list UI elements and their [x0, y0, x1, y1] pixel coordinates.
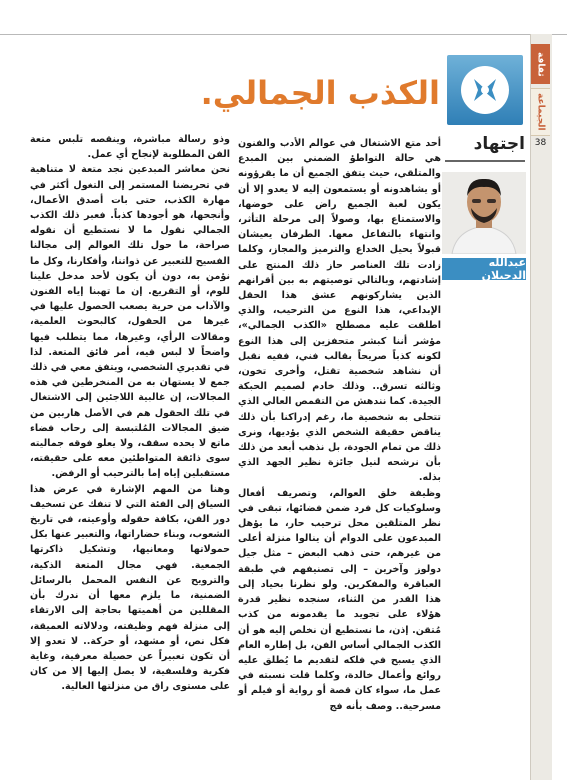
paragraph: نحن معاشر المبدعين نجد متعة لا متناهية في تحريضنا المستمر إلى التغول أكثر في مهارة الكذب، حتى بات أصدق الأعمال، وأنجحها، هو أجودها كذباً. فعبر ذلك الكذب الجمالي نقول ما لا نستطيع أن نقوله صراحة، ما حول تلك العوالم إلى مجالنا الفسيح للتعبير عن ذواتنا، وأفكارنا، وكل ما نؤمن به، دون أن يكون لأحد مدخل علينا للوم، أو التقريع. إن ما تهبنا إياه الفنون والآداب من حرية يصعب الحصول عليها في غيرها من الحقول، كالبحوث العلمية، ومقالات الرأي، وغيرها، مما يتطلب فيها واضحاً لا لبس فيه، أمر فائق المتعة. لذا في تقديري الشخصي، ويتفق معي في ذلك جمع لا يستهان به من المنخرطين في هذه المجالات، إن غالبية اللاجئين إلى الاشتغال في تلك الحقول هم في الأصل هاربين من ضيق المجالات المُلتبسة إلى رحاب فضاء ماتع لا يحده سقف، ولا يعلو فوقه جماليته سوى ذائقة المتواطئين معه على حقيقته، مستقبلين إياه إما بالترحيب أو الرفض.	[30, 164, 230, 480]
paragraph: وذو رسالة مباشرة، وينقصه تلبس متعة الفن المطلوبة لإنجاح أي عمل.	[30, 134, 230, 161]
page-number: 38	[534, 138, 547, 148]
article-column-left	[30, 132, 230, 695]
magazine-name-tab: الجيماعة	[531, 88, 550, 136]
author-name: عبدالله الدحيلان	[442, 258, 526, 280]
paragraph: أحد متع الاشتغال في عوالم الأدب والفنون هي حالة التواطؤ الضمني بين المبدع والمتلقي، حيث يتفق الجميع أن ما يقرؤونه أو يشاهدونه أو يستمعون إليه لا يعدو إلا أن يكون لعبة الجميع راض على خوضها، والاستمتاع بها، وصولاً إلى مرحلة التأثر، وانتهاء بالتفاعل معها. الطرفان يعيشان قبولاً يحيل الخداع والترميز والمجاز، وكلما زادت تلك العناصر حاز ذلك المنتج على إشادتهم، وبالتالي توصيتهم به بين أقرانهم الذين يشاركونهم عشق هذا الحقل الإبداعي، هذا النوع من الترحيب، والذي اطلقت عليه مصطلح «الكذب الجمالي»، مؤشر أننا كبشر متحفزين إلى هذا النوع لكونه كذباً صريحاً بقالب فني، ففيه نقبل أن نشاهد شخصية تقتل، وأخرى تخون، وثالثه تسرق.. وذلك خادم لصميم الحبكة الجيدة. كما نندهش من التقمص العالي الذي تتحلى به شخصية ما، رغم إدراكنا بأن ذلك يناقض حقيقة الشخص الذي يؤديها، ونرى ذلك من تمام الجودة، بل نذهب أبعد من ذلك بأن نرشحه لنيل جائزة نظير الجهد الذي بذله.	[238, 138, 441, 484]
column-label: اجتهاد	[445, 134, 525, 162]
author-photo	[442, 172, 526, 254]
logo-emblem-icon	[461, 66, 509, 114]
paragraph: وهنا من المهم الإشارة في عرض هذا السياق إلى الفئة التي لا تنفك عن تسخيف دور الفن، بكافة حقوله وأوعيته، في تاريخ الشعوب، وبناء حضاراتها، والتعبير عنها بكل حمولاتها ومعانيها، وتشكيل ذاكرتها الجمعية. فهي مجال المتعة الذكية، والترويح عن النفس المحمل بالرسائل الضمنية، ما يلزم معها أن ندرك بأن المقللين من أهميتها بحاجة إلى الارتقاء إلى منزلة فهم وظيفته، ودلالاته العميقة، فكل نص، أو مشهد، أو حركة.. لا تعدو إلا أن تكون تعبيراً عن حصيلة معرفية، وغاية فكرية وفلسفية، لا يصل إليها إلا من كان على مستوى راق من منزلتها العالية.	[30, 483, 230, 693]
column-logo	[447, 55, 523, 125]
section-tab: ثقافة	[531, 44, 550, 84]
paragraph: وظيفة خلق العوالم، وتصريف أفعال وسلوكيات كل فرد ضمن فضائها، تبقى في نظر المتلقين محل ترحيب حار، ما يؤهل المبدعون على الدوام أن ينالوا منزلة أعلى من غيرهم، حتى ذهب البعض – مثل جيل دولوز وآخرين – إلى تصنيفهم في طبقة العباقرة والمفكرين. ولو نظرنا بحياد إلى هذا القدر من الثناء، سنجده نظير قدرة هؤلاء على تجويد ما يقدمونه من كذب مُتقن. إذن، ما نستطيع أن نخلص إليه هو أن الكذب الجمالي أساس الفن، بل إطاره العام الذي يسبح في فلكه لتقديم ما يُطلق عليه روائع وأعمال خالدة، وكلما قلت نسبته في عمل ما، سواء كان قصة أو رواية أو فيلم أو مسرحية.. وصف بأنه فج	[238, 487, 441, 712]
article-title: الكذب الجمالي.	[200, 74, 440, 112]
top-rule	[0, 34, 567, 35]
article-column-right	[238, 136, 441, 714]
